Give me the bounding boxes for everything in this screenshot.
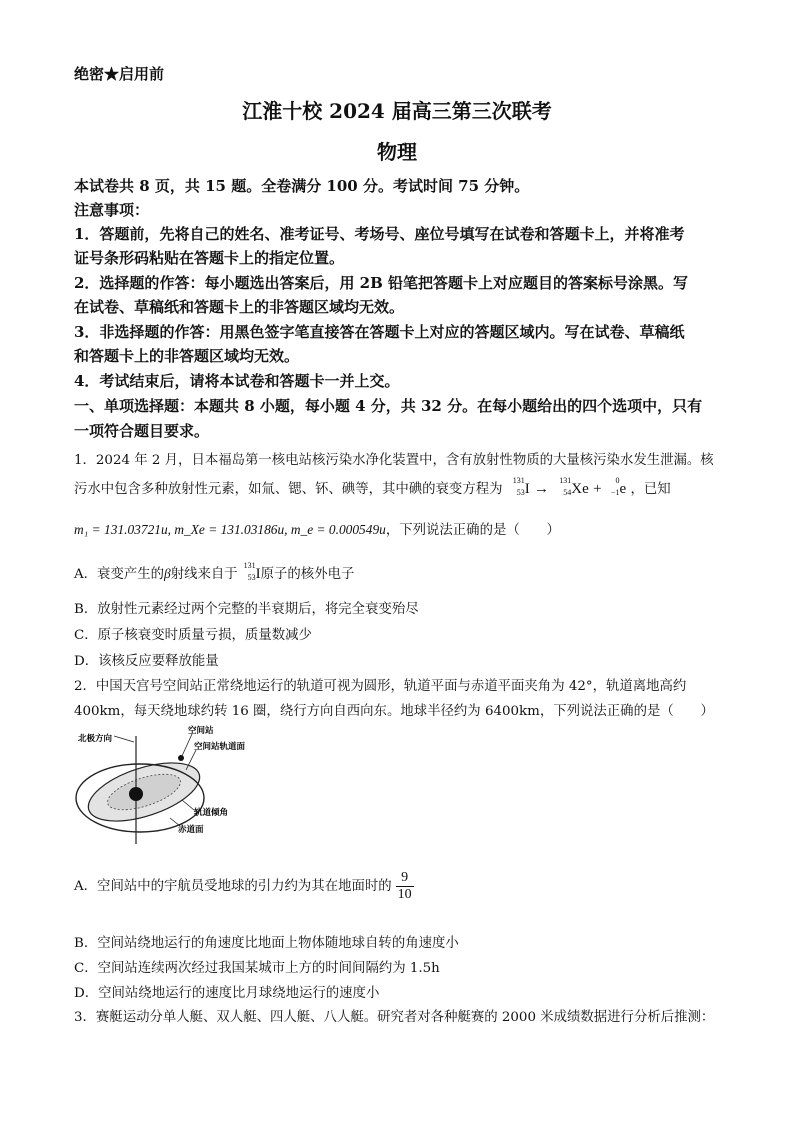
satellite-icon: [178, 755, 184, 761]
q1-line2-text: 污水中包含多种放射性元素，如氚、锶、钚、碘等，其中碘的衰变方程为: [74, 482, 503, 497]
q1-stem-end: ，下列说法正确的是（ ）: [385, 523, 560, 538]
iodine-nuclide-a: 131 53: [243, 560, 256, 582]
label-station: 空间站: [188, 726, 214, 736]
electron-symbol: e: [619, 481, 627, 497]
exam-info: 本试卷共 8 页，共 15 题。全卷满分 100 分。考试时间 75 分钟。: [74, 177, 530, 195]
subject-title: 物理: [377, 140, 417, 164]
q1-option-d: D．该核反应要释放能量: [74, 654, 219, 669]
q1-line1: 1．2024 年 2 月，日本福岛第一核电站核污染水净化装置中，含有放射性物质的大量核污染水发生泄漏。核: [74, 453, 714, 468]
beta-symbol: β: [164, 566, 171, 581]
note-1a: 1．答题前，先将自己的姓名、准考证号、考场号、座位号填写在试卷和答题卡上，并将准考: [74, 225, 685, 243]
xenon-nuclide: 131 54: [559, 475, 572, 497]
label-orbit: 空间站轨道面: [194, 742, 246, 752]
section-1-heading-cont: 一项符合题目要求。: [74, 422, 210, 440]
q3-line1: 3．赛艇运动分单人艇、双人艇、四人艇、八人艇。研究者对各种艇赛的 2000 米成绩数据进行分析后推测：: [74, 1010, 715, 1025]
iodine-symbol: I: [524, 481, 530, 497]
note-1b: 证号条形码粘贴在答题卡上的指定位置。: [74, 249, 345, 267]
q2-option-a: A．空间站中的宇航员受地球的引力约为其在地面时的 $\frac{9}{10}$: [74, 870, 412, 902]
notes-title: 注意事项：: [74, 201, 150, 219]
note-3b: 和答题卡上的非答题区域均无效。: [74, 347, 300, 365]
electron-particle: 0 −1: [611, 475, 620, 497]
note-3a: 3．非选择题的作答：用黑色签字笔直接答在答题卡上对应的答题区域内。写在试卷、草稿纸: [74, 323, 685, 341]
note-2a: 2．选择题的作答：每小题选出答案后，用 2B 铅笔把答题卡上对应题目的答案标号涂黑。写: [74, 274, 689, 292]
q1-line2: [74, 475, 671, 500]
note-2b: 在试卷、草稿纸和答题卡上的非答题区域均无效。: [74, 298, 405, 316]
iodine-nuclide: 131 53: [512, 475, 525, 497]
orbit-figure: [74, 722, 264, 850]
q2-line2: 400km，每天绕地球约转 16 圈，绕行方向自西向东。地球半径约为 6400km，下列说法正确的是（ ）: [74, 704, 714, 719]
q2-line1: 2．中国天宫号空间站正常绕地运行的轨道可视为圆形，轨道平面与赤道平面夹角为 42°，轨道离地高约: [74, 679, 687, 694]
q1-option-c: C．原子核衰变时质量亏损，质量数减少: [74, 628, 312, 643]
xenon-symbol: Xe: [571, 481, 589, 497]
reaction-arrow: →: [534, 481, 550, 497]
q1-masses-line: [74, 519, 560, 538]
q1-line2-tail: ，已知: [630, 482, 671, 497]
orbit-diagram: [74, 722, 264, 850]
plus-sign: +: [593, 481, 602, 497]
q1-option-a: A．衰变产生的β射线来自于 131 53 I原子的核外电子: [74, 563, 354, 585]
mass-values: m₁ = 131.03721u, m_Xe = 131.03186u, m_e = 0.000549u: [74, 522, 386, 537]
note-4: 4．考试结束后，请将本试卷和答题卡一并上交。: [74, 372, 400, 390]
fraction-nine-tenths: $\frac{9}{10}$: [397, 870, 412, 902]
q1-option-b: B．放射性元素经过两个完整的半衰期后，将完全衰变殆尽: [74, 602, 419, 617]
label-equator: 赤道面: [178, 825, 204, 835]
q2-option-c: C．空间站连续两次经过我国某城市上方的时间间隔约为 1.5h: [74, 961, 440, 976]
label-north: 北极方向: [78, 734, 113, 744]
page-title: 江淮十校 2024 届高三第三次联考: [242, 99, 552, 123]
section-1-heading: 一、单项选择题：本题共 8 小题，每小题 4 分，共 32 分。在每小题给出的四个选项中，只有: [74, 397, 703, 415]
earth-icon: [129, 787, 143, 801]
secret-label: 绝密★启用前: [74, 65, 165, 83]
label-tilt: 轨道倾角: [194, 808, 229, 818]
q2-option-d: D．空间站绕地运行的速度比月球绕地运行的速度小: [74, 986, 380, 1001]
q2-option-b: B．空间站绕地运行的角速度比地面上物体随地球自转的角速度小: [74, 936, 459, 951]
